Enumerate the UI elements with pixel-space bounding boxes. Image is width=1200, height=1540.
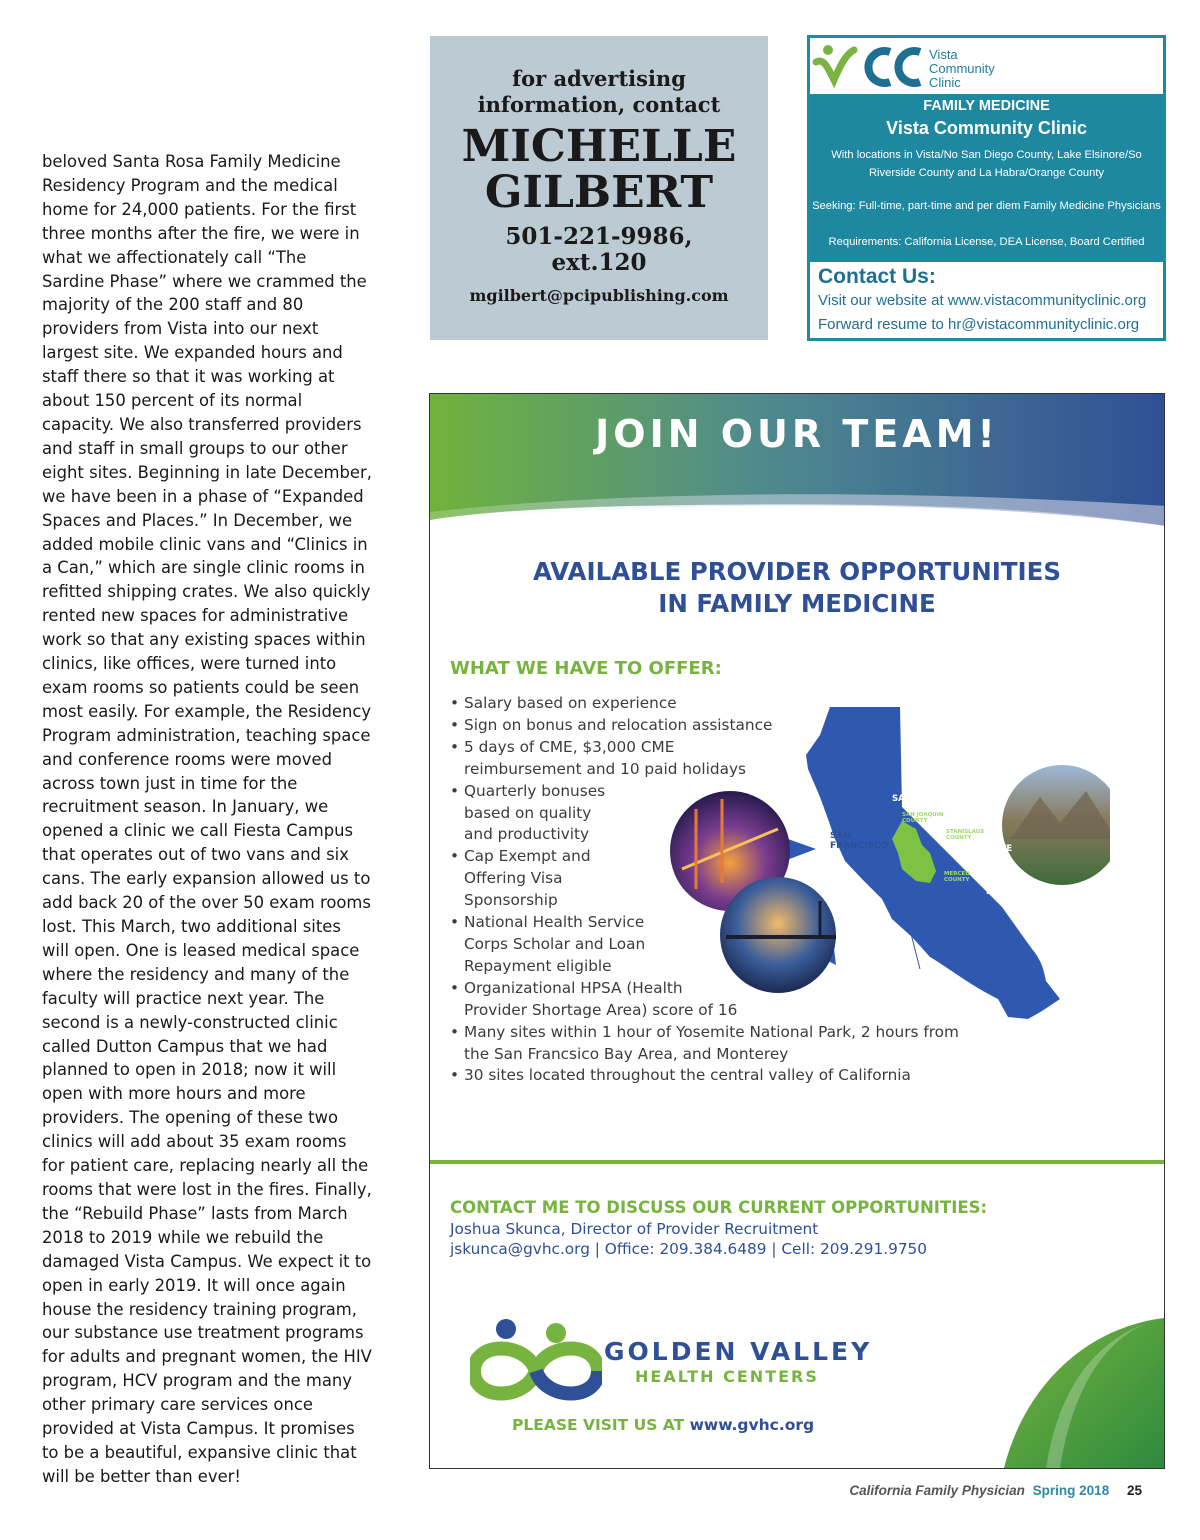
opportunities-heading-line2: IN FAMILY MEDICINE: [658, 589, 936, 618]
offer-item-text: • National Health Service: [464, 913, 645, 932]
offer-item-continuation: Offering Visa: [464, 869, 563, 888]
corner-swoosh: [964, 1318, 1164, 1468]
ad-intro-line2: information, contact: [477, 92, 721, 117]
ad-contact-name: [430, 121, 768, 218]
vcc-resume-email-link[interactable]: Forward resume to hr@vistacommunityclinic.org: [818, 316, 1140, 333]
banner-title: JOIN OUR TEAM!: [595, 412, 999, 456]
vcc-logo: [810, 38, 1163, 94]
ad-contact-email[interactable]: mgilbert@pcipublishing.com: [469, 286, 729, 305]
offer-item-text: • 30 sites located throughout the central valley of California: [464, 1066, 911, 1085]
gv-logo-subtitle: HEALTH CENTERS: [635, 1367, 819, 1386]
offer-item-text: • 5 days of CME, $3,000 CME: [464, 737, 675, 756]
page-number: 25: [1126, 1483, 1142, 1498]
offer-item-continuation: Corps Scholar and Loan: [464, 934, 646, 953]
vcc-website-link[interactable]: Visit our website at www.vistacommunityclinic.org: [818, 292, 1147, 309]
label-merced-1: MERCED: [944, 871, 970, 877]
offer-item-text: • Organizational HPSA (Health: [464, 978, 683, 997]
gv-contact-title: CONTACT ME TO DISCUSS OUR CURRENT OPPORTUNITIES:: [450, 1198, 988, 1217]
label-san-francisco-1: SAN: [830, 831, 851, 841]
golden-valley-ad: [429, 393, 1165, 1469]
visit-prefix: PLEASE VISIT US AT: [512, 1416, 685, 1434]
page-footer: [849, 1483, 1142, 1498]
offer-item-continuation: the San Francsico Bay Area, and Monterey: [464, 1044, 789, 1063]
vcc-requirements: Requirements: California License, DEA License, Board Certified: [828, 236, 1145, 248]
vcc-name: Vista Community Clinic: [886, 118, 1087, 138]
vcc-logo-word-vista: Vista: [929, 47, 958, 62]
offer-title: WHAT WE HAVE TO OFFER:: [450, 658, 722, 679]
label-san-joaquin-1: SAN JOAQUIN: [902, 812, 944, 818]
label-yosemite: YOSEMITE: [964, 844, 1013, 854]
article-body: beloved Santa Rosa Family Medicine Residency Program and the medical home for 24,000 patients. For the first three months after the fire, we were in what we affectionately call “The Sardine Phase” where we crammed the majority of the 200 staff and 80 providers from Vista into our next largest site. We expanded hours and staff there so that it was working at about 150 percent of its normal capacity. We also transferred providers and staff in small groups to our other eight sites. Beginning in late December, we have been in a phase of “Expanded Spaces and Places.” In December, we added mobile clinic vans and “Clinics in a Can,” which are single clinic rooms in refitted shipping crates. We also quickly rented new spaces for administrative work so that any existing spaces within clinics, like offices, were turned into exam rooms so patients could be seen most easily. For example, the Residency Program administration, teaching space and conference rooms were moved across town just in time for the recruitment season. In January, we opened a clinic we call Fiesta Campus that operates out of two vans and six cans. The early expansion allowed us to add back 20 of the over 50 exam rooms lost. This March, two additional sites will open. One is leased medical space where the residency and many of the faculty will practice next year. The second is a newly-constructed clinic called Dutton Campus that we had planned to open in 2018; now it will open with more hours and more providers. The opening of these two clinics will add about 35 exam rooms for patient care, replacing nearly all the rooms that were lost in the fires. Finally, the “Rebuild Phase” lasts from March 2018 to 2019 while we rebuild the damaged Vista Campus. We expect it to open in early 2019. It will once again house the residency training program, our substance use treatment programs for adults and pregnant women, the HIV program, HCV program and the many other primary care services once provided at Vista Campus. It promises to be a beautiful, expansive clinic that will be better than ever!: [42, 152, 372, 1486]
offer-item-continuation: Sponsorship: [464, 891, 558, 910]
footer-publication: California Family Physician: [849, 1483, 1025, 1498]
offer-item-continuation: based on quality: [464, 803, 592, 822]
vcc-logo-word-community: Community: [929, 61, 995, 76]
vcc-logo-wordmark: [929, 48, 995, 90]
gv-contact-info[interactable]: jskunca@gvhc.org | Office: 209.384.6489 | Cell: 209.291.9750: [450, 1240, 928, 1258]
label-sacramento: SACRAMENTO: [892, 794, 959, 804]
ad-contact-last-name: GILBERT: [484, 167, 714, 218]
golden-valley-logo-icon: [470, 1319, 602, 1409]
vcc-contact-title: Contact Us:: [818, 265, 936, 288]
label-merced-2: COUNTY: [944, 877, 970, 883]
label-san-joaquin-2: COUNTY: [902, 818, 928, 824]
ad-contact-phone: [430, 224, 768, 276]
vcc-seeking: Seeking: Full-time, part-time and per diem Family Medicine Physicians: [812, 200, 1161, 212]
vcc-info-band: [810, 94, 1163, 262]
offer-item-text: • Sign on bonus and relocation assistance: [464, 715, 773, 734]
ad-phone-ext: ext.120: [551, 249, 647, 276]
section-divider: [430, 1160, 1165, 1164]
vcc-specialty: FAMILY MEDICINE: [923, 98, 1050, 114]
opportunities-heading-line1: AVAILABLE PROVIDER OPPORTUNITIES: [532, 557, 1062, 586]
label-stanislaus-1: STANISLAUS: [946, 829, 985, 835]
offer-item: [450, 1065, 959, 1087]
offer-item-text: • Salary based on experience: [464, 694, 677, 712]
visit-url-link[interactable]: www.gvhc.org: [689, 1416, 815, 1434]
opportunities-heading: [430, 556, 1164, 620]
offer-item-text: • Many sites within 1 hour of Yosemite National Park, 2 hours from: [464, 1022, 959, 1041]
vista-community-clinic-ad: [807, 35, 1166, 341]
visit-line: [512, 1416, 814, 1434]
label-san-francisco-2: FRANCISCO: [830, 841, 889, 851]
offer-item-continuation: Repayment eligible: [464, 956, 612, 975]
vcc-locations: With locations in Vista/No San Diego County, Lake Elsinore/So Riverside County and La Habra/Orange County: [831, 149, 1142, 179]
label-fresno: FRESNO: [986, 887, 1025, 897]
article-column: [42, 150, 372, 1489]
offer-item-continuation: reimbursement and 10 paid holidays: [464, 759, 746, 778]
california-map: [630, 699, 1110, 1029]
ad-phone-number: 501-221-9986,: [505, 223, 693, 250]
offer-item-text: • Quarterly bonuses: [464, 781, 606, 800]
vcc-logo-mark-icon: [810, 38, 930, 94]
gv-logo-name: GOLDEN VALLEY: [604, 1337, 873, 1366]
advertising-contact-box: [430, 36, 768, 340]
ad-contact-first-name: MICHELLE: [461, 121, 737, 172]
offer-item-continuation: Provider Shortage Area) score of 16: [464, 1000, 738, 1019]
ad-intro-line1: for advertising: [512, 66, 686, 91]
label-stanislaus-2: COUNTY: [946, 835, 972, 841]
gv-contact-name: Joshua Skunca, Director of Provider Recruitment: [450, 1220, 819, 1238]
vcc-logo-word-clinic: Clinic: [929, 75, 961, 90]
footer-season: Spring 2018: [1032, 1483, 1110, 1498]
offer-item-continuation: and productivity: [464, 825, 590, 844]
offer-item-text: • Cap Exempt and: [464, 847, 591, 866]
